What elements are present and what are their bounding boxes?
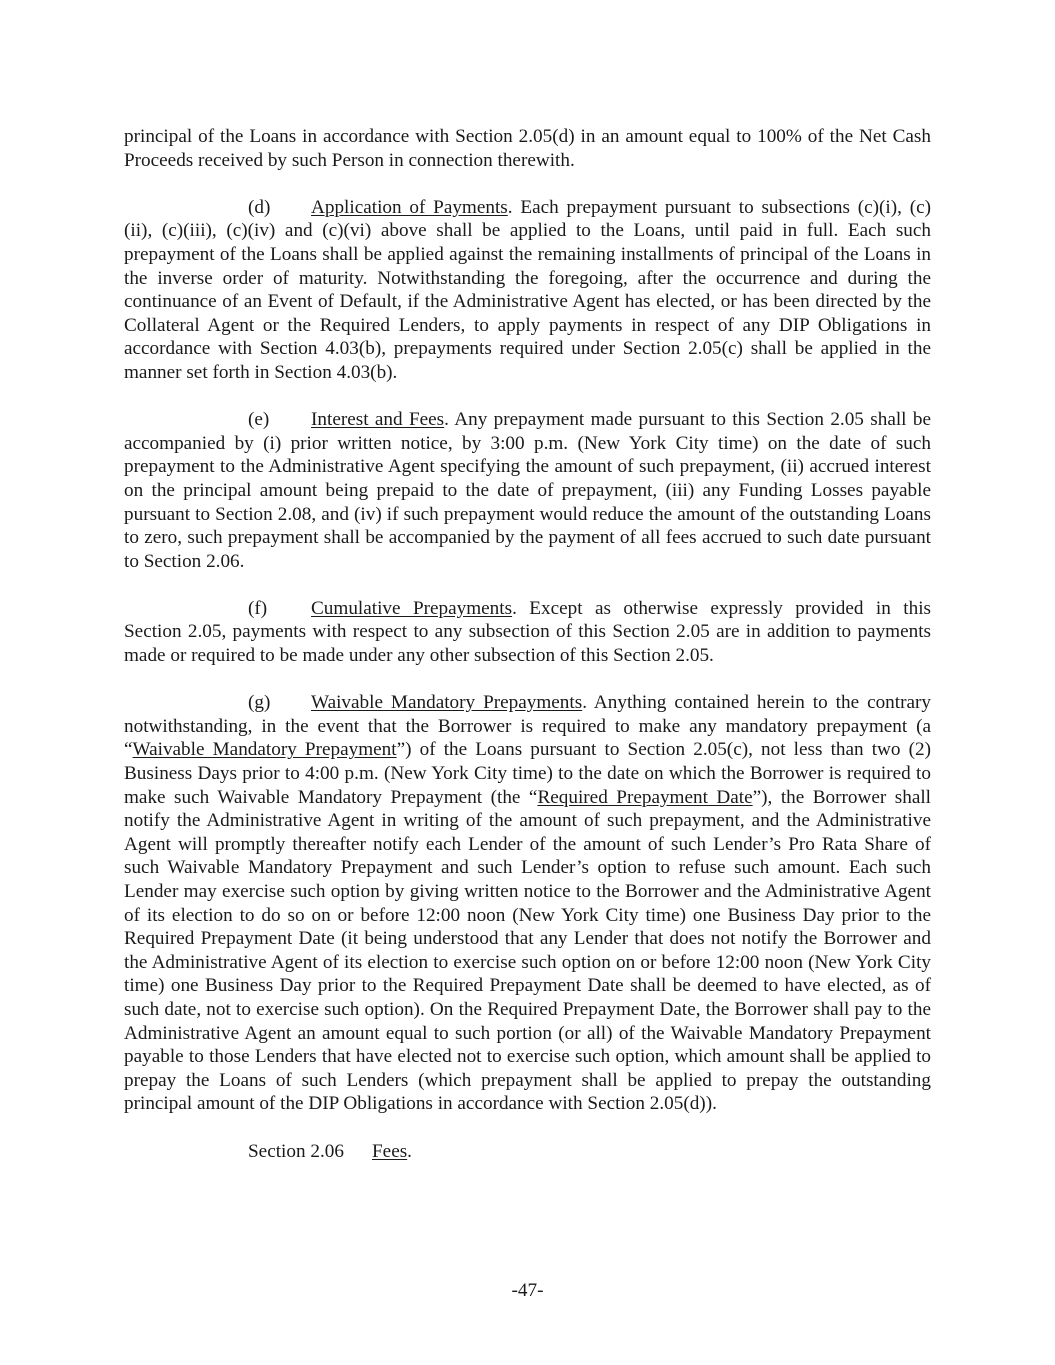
paragraph-text: . Any prepayment made pursuant to this Section 2.05 shall be accompanied by (i) prior written notice, by 3:00 p.m. (New York City time) on the date of such prepayment to the Administrative Agent specifying the amount of such prepayment, (ii) accrued interest on the principal amount being prepaid to the date of prepayment, (iii) any Funding Losses payable pursuant to Section 2.08, and (iv) if such prepayment would reduce the amount of the outstanding Loans to zero, such prepayment shall be accompanied by the payment of all fees accrued to such date pursuant to Section 2.06. bbox=[124, 409, 931, 572]
section-title: Fees bbox=[372, 1140, 408, 1162]
paragraph-continuation bbox=[124, 125, 931, 172]
paragraph-text: principal of the Loans in accordance with Section 2.05(d) in an amount equal to 100% of the Net Cash Proceeds received by such Person in connection therewith. bbox=[124, 126, 931, 171]
section-number: Section 2.06 bbox=[248, 1140, 344, 1162]
paragraph-heading: Interest and Fees bbox=[311, 409, 445, 431]
paragraph-label: (f) bbox=[248, 597, 268, 619]
paragraph-text: . Each prepayment pursuant to subsections (c)(i), (c)(ii), (c)(iii), (c)(iv) and (c)(vi) above shall be applied to the Loans, until paid in full. Each such prepayment of the Loans shall be applied against the remaining installments of principal of the Loans in the inverse order of maturity. Notwithstanding the foregoing, after the occurrence and during the continuance of an Event of Default, if the Administrative Agent has elected, or has been directed by the Collateral Agent or the Required Lenders, to apply payments in respect of any DIP Obligations in accordance with Section 4.03(b), prepayments required under Section 2.05(c) shall be applied in the manner set forth in Section 4.03(b). bbox=[124, 196, 932, 383]
paragraph-e bbox=[124, 408, 931, 573]
section-heading bbox=[248, 1140, 931, 1164]
defined-term: Required Prepayment Date bbox=[537, 786, 753, 808]
paragraph-text: . Anything contained herein to the contrary notwithstanding, in the event that the Borrower is required to make any mandatory prepayment (a “ bbox=[124, 692, 931, 761]
paragraph-f bbox=[124, 597, 931, 668]
document-body bbox=[124, 125, 931, 1187]
paragraph-d bbox=[124, 196, 931, 385]
paragraph-text: ”) of the Loans pursuant to Section 2.05(c), not less than two (2) Business Days prior to 4:00 p.m. (New York City time) to the date on which the Borrower is required to make such Waivable Mandatory Prepayment (the “ bbox=[124, 739, 932, 808]
paragraph-heading: Application of Payments bbox=[311, 196, 508, 218]
paragraph-text: . Except as otherwise expressly provided in this Section 2.05, payments with respect to any subsection of this Section 2.05 are in addition to payments made or required to be made under any other subsection of this Section 2.05. bbox=[124, 597, 931, 667]
page-number: -47- bbox=[511, 1280, 544, 1301]
section-title-punct: . bbox=[407, 1140, 412, 1162]
paragraph-heading: Cumulative Prepayments bbox=[311, 597, 513, 619]
paragraph-label: (g) bbox=[248, 692, 271, 714]
paragraph-g bbox=[124, 691, 931, 1116]
paragraph-text: ”), the Borrower shall notify the Administrative Agent in writing of the amount of such prepayment, and the Administrative Agent will promptly thereafter notify each Lender of the amount of such Lender’s Pro Rata Share of such Waivable Mandatory Prepayment and such Lender’s option to refuse such amount. Each such Lender may exercise such option by giving written notice to the Borrower and the Administrative Agent of its election to do so on or before 12:00 noon (New York City time) one Business Day prior to the Required Prepayment Date (it being understood that any Lender that does not notify the Borrower and the Administrative Agent of its election to exercise such option on or before 12:00 noon (New York City time) one Business Day prior to the Required Prepayment Date shall be deemed to have elected, as of such date, not to exercise such option). On the Required Prepayment Date, the Borrower shall pay to the Administrative Agent an amount equal to such portion (or all) of the Waivable Mandatory Prepayment payable to those Lenders that have elected not to exercise such option, which amount shall be applied to prepay the Loans of such Lenders (which prepayment shall be applied to prepay the outstanding principal amount of the DIP Obligations in accordance with Section 2.05(d)). bbox=[124, 786, 931, 1115]
paragraph-heading: Waivable Mandatory Prepayments bbox=[311, 692, 583, 714]
paragraph-label: (e) bbox=[248, 409, 270, 431]
defined-term: Waivable Mandatory Prepayment bbox=[132, 739, 397, 761]
paragraph-label: (d) bbox=[248, 196, 271, 218]
